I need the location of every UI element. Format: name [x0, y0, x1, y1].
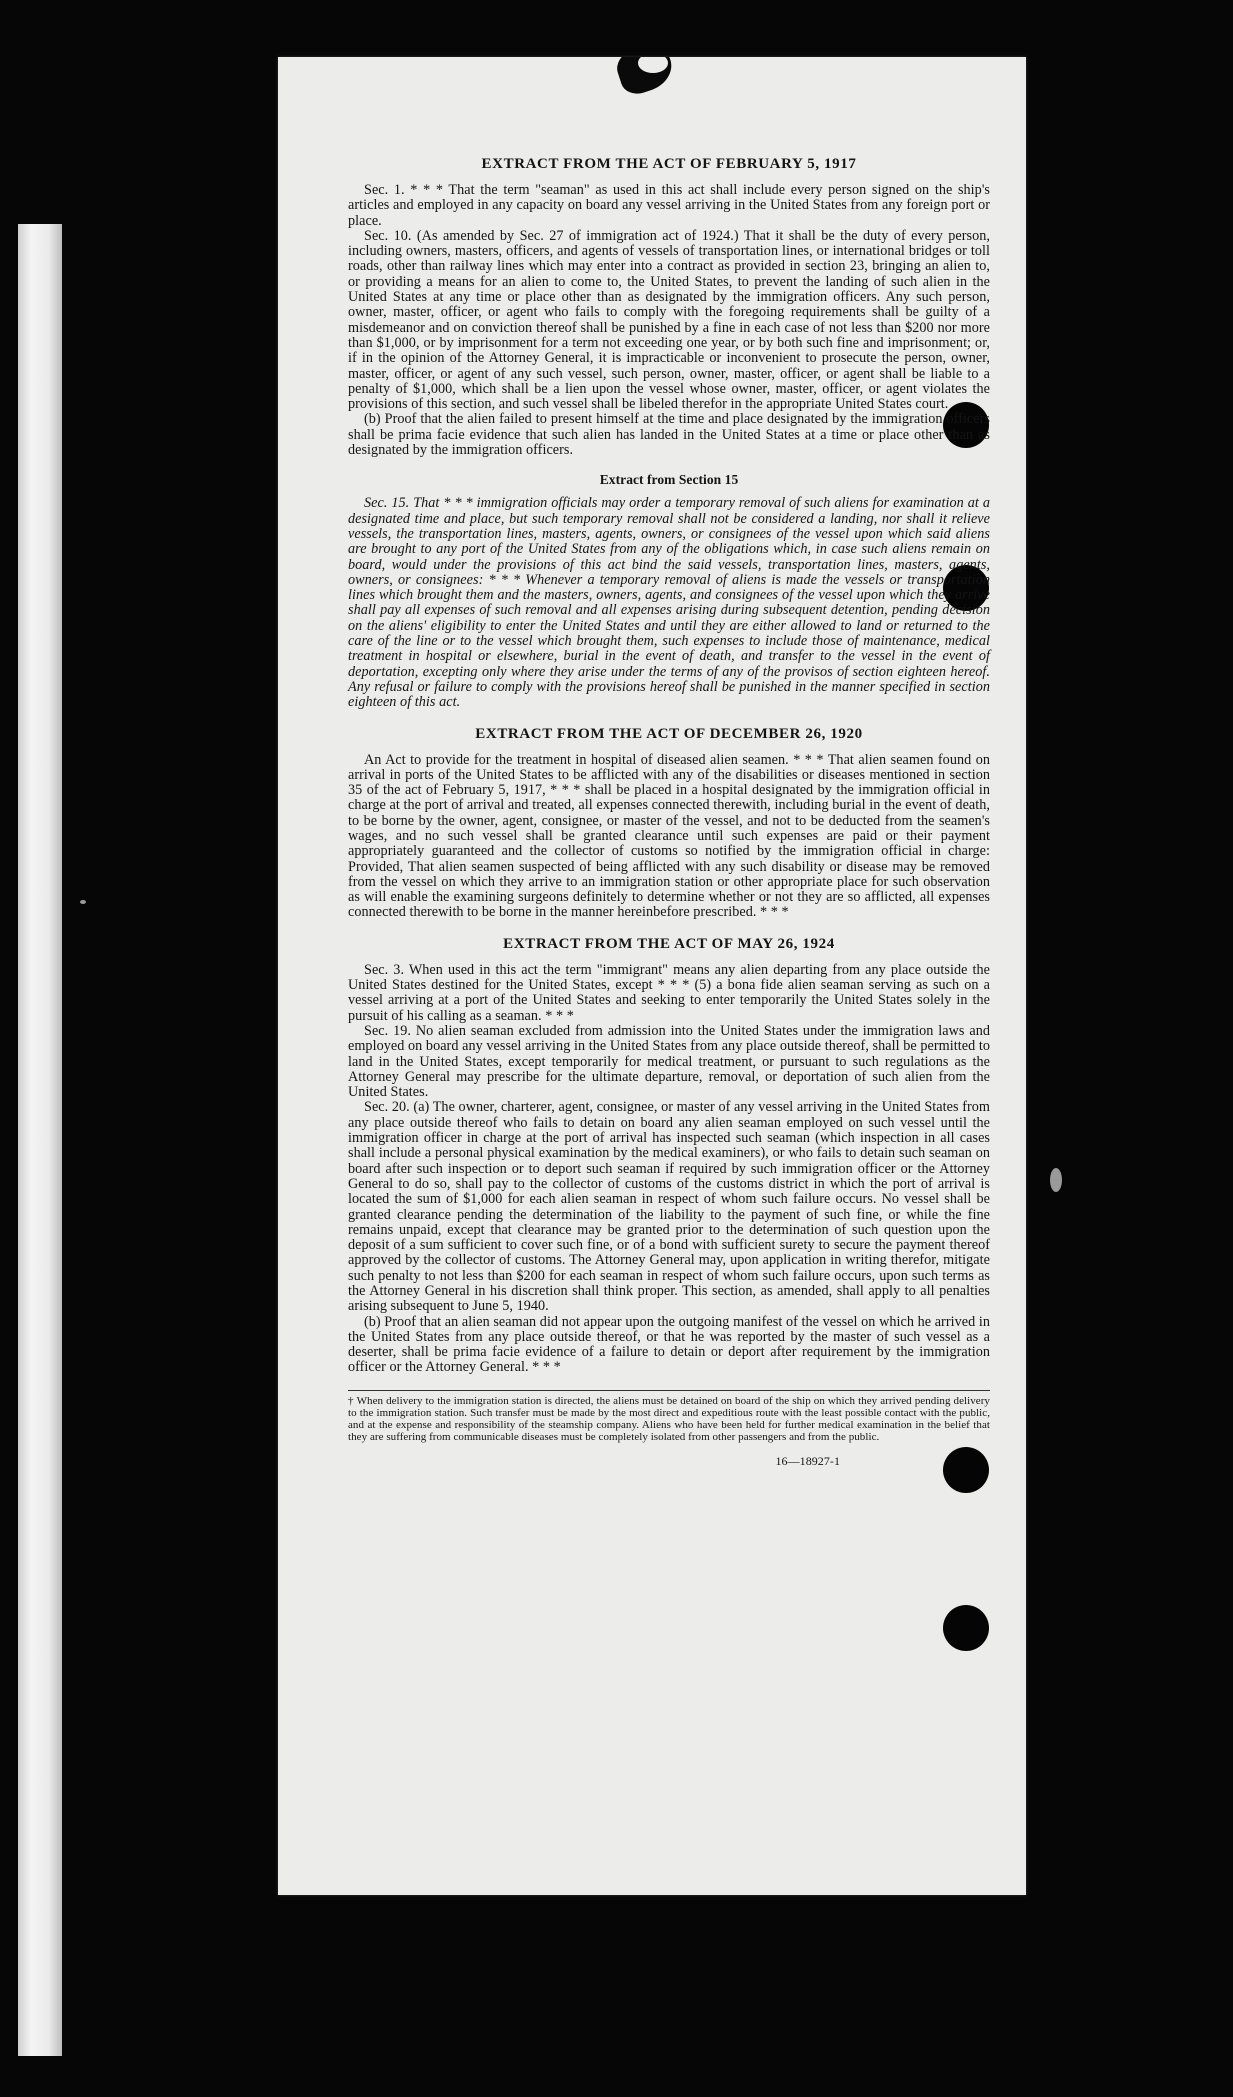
- punch-hole: [943, 1605, 989, 1651]
- section-heading: EXTRACT FROM THE ACT OF DECEMBER 26, 1920: [475, 725, 863, 742]
- dust-speck: [80, 900, 86, 904]
- section-heading: EXTRACT FROM THE ACT OF MAY 26, 1924: [503, 935, 835, 952]
- paragraph: Sec. 10. (As amended by Sec. 27 of immigration act of 1924.) That it shall be the duty of every person, including owners, masters, officers, and agents of vessels of transportation lines, or international bridges or toll roads, other than railway lines which may enter into a contract as provided in section 23, bringing an alien to, or providing a means for an alien to come to, the United States, to prevent the landing of such alien in the United States at any time or place other than as designated by the immigration officers. Any such person, owner, master, officer, or agent who fails to comply with the foregoing requirements shall be guilty of a misdemeanor and on conviction thereof shall be punished by a fine in each case of not less than $200 nor more than $1,000, or by imprisonment for a term not exceeding one year, or by both such fine and imprisonment; or, if in the opinion of the Attorney General, it is impracticable or inconvenient to prosecute the person, owner, master, officer, or agent of any such vessel, such person, owner, master, officer, or agent shall be liable to a penalty of $1,000, which shall be a lien upon the vessel whose owner, master, officer, or agent violates the provisions of this section, and such vessel shall be libeled therefor in the appropriate United States court.: [348, 227, 990, 413]
- paragraph: Sec. 3. When used in this act the term "immigrant" means any alien departing from any place outside the United States destined for the United States, except * * * (5) a bona fide alien seaman serving as such on a vessel arriving at a port of the United States and seeking to enter temporarily the United States solely in the pursuit of his calling as a seaman. * * *: [348, 961, 990, 1024]
- paragraph: (b) Proof that the alien failed to present himself at the time and place designated by the immigration officers shall be prima facie evidence that such alien has landed in the United States at a time or place other than as designated by the immigration officers.: [348, 411, 990, 459]
- dust-speck: [1050, 1168, 1062, 1192]
- paragraph: Sec. 19. No alien seaman excluded from admission into the United States under the immigration laws and employed on board any vessel arriving in the United States from any place outside thereof, shall be permitted to land in the United States, except temporarily for medical treatment, or pursuant to such regulations as the Attorney General may prescribe for the ultimate departure, removal, or deportation of such alien from the United States.: [348, 1022, 990, 1101]
- act-1920-section: [348, 725, 990, 921]
- section-heading: Extract from Section 15: [599, 472, 739, 488]
- document-page: [278, 57, 1026, 1895]
- act-1924-section: [348, 935, 990, 1376]
- paragraph: Sec. 1. * * * That the term "seaman" as used in this act shall include every person signed on the ship's articles and employed in any capacity on board any vessel arriving in the United States from any foreign port or place.: [348, 182, 990, 229]
- paragraph: An Act to provide for the treatment in hospital of diseased alien seamen. * * * That alien seamen found on arrival in ports of the United States to be afflicted with any of the disabilities or diseases mentioned in section 35 of the act of February 5, 1917, * * * shall be placed in a hospital designated by the immigration official in charge at the port of arrival and treated, all expenses connected therewith, including burial in the event of death, to be borne by the owner, agent, consignee, or master of the vessel, and not to be deducted from the seamen's wages, and no such vessel shall be granted clearance until such expenses are paid or their payment appropriately guaranteed and the collector of customs so notified by the immigration official in charge: Provided, That alien seamen suspected of being afflicted with any such disability or disease may be removed from the vessel on which they arrive to an immigration station or other appropriate place for such observation as will enable the examining surgeons definitely to determine whether or not they are so afflicted, all expenses connected therewith to be borne in the manner hereinbefore prescribed. * * *: [348, 751, 990, 921]
- paragraph: Sec. 20. (a) The owner, charterer, agent, consignee, or master of any vessel arriving in the United States from any place outside thereof who fails to detain on board any alien seaman employed on such vessel until the immigration officer in charge at the port of arrival has inspected such seaman (which inspection in all cases shall include a personal physical examination by the medical examiners), or who fails to detain such seaman on board after such inspection or to deport such seaman if required by such immigration officer or the Attorney General to do so, shall pay to the collector of customs of the customs district in which the port of arrival is located the sum of $1,000 for each alien seaman in respect of whom such failure occurs. No vessel shall be granted clearance pending the determination of the liability to the payment of such fine, or while the fine remains unpaid, except that clearance may be granted prior to the determination of such question upon the deposit of a sum sufficient to cover such fine, or of a bond with sufficient surety to secure the payment thereof approved by the collector of customs. The Attorney General may, upon application in writing therefor, mitigate such penalty to not less than $200 for each seaman in respect of whom such failure occurs, upon such terms as the Attorney General in his discretion shall think proper. This section, as amended, shall apply to all penalties arising subsequent to June 5, 1940.: [348, 1099, 990, 1315]
- act-1917-section: [348, 155, 990, 458]
- document-body: [348, 155, 990, 1469]
- section-heading: EXTRACT FROM THE ACT OF FEBRUARY 5, 1917: [481, 156, 857, 172]
- footnote: † When delivery to the immigration station is directed, the aliens must be detained on board of the ship on which they arrived pending delivery to the immigration station. Such transfer must be made by the most direct and expeditious route with the least possible contact with the public, and at the expense and responsibility of the steamship company. Aliens who have been held for further medical examination in the belief that they are suffering from communicable diseases must be completely isolated from other passengers and from the public.: [348, 1390, 990, 1444]
- form-number: 16—18927-1: [775, 1453, 840, 1468]
- paper-edge-strip: [18, 224, 62, 2056]
- paragraph: Sec. 15. That * * * immigration officials may order a temporary removal of such aliens for examination at a designated time and place, but such temporary removal shall not be considered a landing, nor shall it relieve vessels, the transportation lines, masters, agents, owners, or consignees of the vessel upon which said aliens are brought to any port of the United States from any of the obligations which, in case such aliens remain on board, would under the provisions of this act bind the said vessels, transportation lines, masters, agents, owners, or consignees: * * * Whenever a temporary removal of aliens is made the vessels or transportation lines which brought them and the masters, owners, agents, and consignees of the vessel upon which they arrive shall pay all expenses of such removal and all expenses arising during subsequent detention, pending decision on the aliens' eligibility to enter the United States and until they are either allowed to land or returned to the care of the line or to the vessel which brought them, such expenses to include those of maintenance, medical treatment in hospital or elsewhere, burial in the event of death, and transfer to the vessel in the event of deportation, excepting only where they arise under the terms of any of the provisos of section eighteen hereof. Any refusal or failure to comply with the provisions hereof shall be punished in the manner specified in section eighteen of this act.: [348, 495, 990, 711]
- paragraph: (b) Proof that an alien seaman did not appear upon the outgoing manifest of the vessel on which he arrived in the United States from any place outside thereof, or that he was reported by the master of such vessel as a deserter, shall be prima facie evidence of a failure to detain or deport after requirement by the immigration officer or the Attorney General. * * *: [348, 1313, 990, 1376]
- section-15-extract: [348, 472, 990, 710]
